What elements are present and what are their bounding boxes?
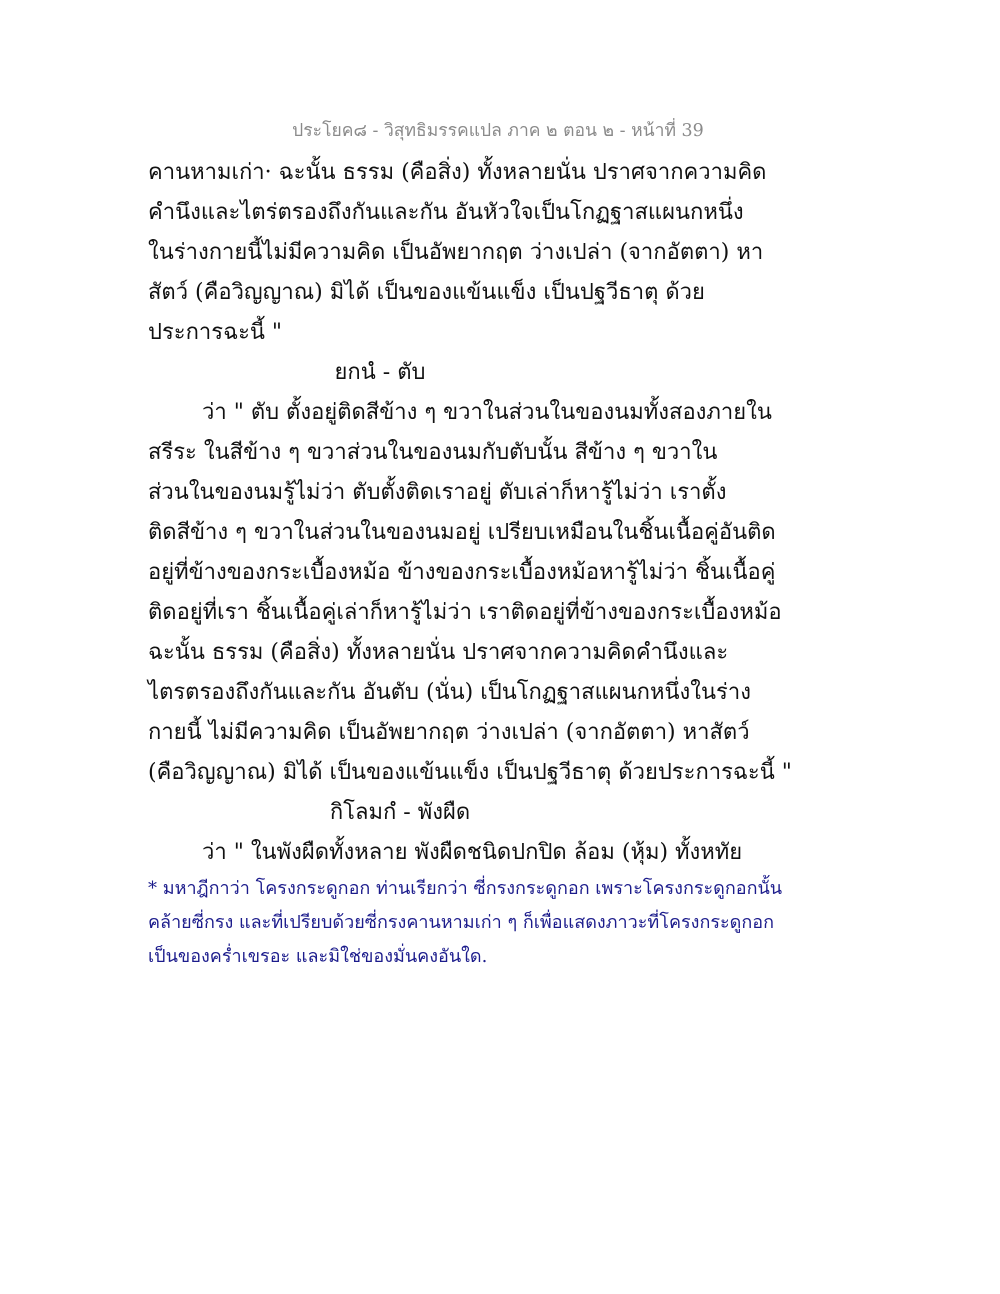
paragraph-1-line-4: สัตว์ (คือวิญญาณ) มิได้ เป็นของแข้นแข็ง เป็นปฐวีธาตุ ด้วย — [148, 280, 705, 305]
running-header — [0, 116, 1000, 144]
running-header-text: ประโยค๘ - วิสุทธิมรรคแปล ภาค ๒ ตอน ๒ - หน้าที่ 39 — [292, 121, 704, 141]
section-heading-membrane-text: กิโลมกํ - พังผืด — [329, 800, 471, 825]
paragraph-2-line-7: ฉะนั้น ธรรม (คือสิ่ง) ทั้งหลายนั่น ปราศจากความคิดคำนึงและ — [148, 640, 729, 665]
paragraph-2-line-9: กายนี้ ไม่มีความคิด เป็นอัพยากฤต ว่างเปล่า (จากอัตตา) หาสัตว์ — [148, 720, 750, 745]
paragraph-1-line-1: คานหามเก่า· ฉะนั้น ธรรม (คือสิ่ง) ทั้งหลายนั่น ปราศจากความคิด — [148, 160, 767, 185]
paragraph-1-line-5: ประการฉะนี้ " — [148, 320, 283, 345]
section-heading-liver — [0, 358, 1000, 388]
section-heading-liver-text: ยกนํ - ตับ — [334, 360, 426, 385]
paragraph-3-line-1: ว่า " ในพังผืดทั้งหลาย พังผืดชนิดปกปิด ล้อม (หุ้ม) ทั้งหทัย — [202, 840, 743, 865]
footnote-line-2: คล้ายซี่กรง และที่เปรียบด้วยซี่กรงคานหามเก่า ๆ ก็เพื่อแสดงภาวะที่โครงกระดูกอก — [148, 912, 774, 933]
paragraph-2-line-4: ติดสีข้าง ๆ ขวาในส่วนในของนมอยู่ เปรียบเหมือนในชิ้นเนื้อคู่อันติด — [148, 520, 776, 545]
paragraph-2-line-6: ติดอยู่ที่เรา ชิ้นเนื้อคู่เล่าก็หารู้ไม่ว่า เราติดอยู่ที่ข้างของกระเบื้องหม้อ — [148, 600, 782, 625]
paragraph-2-line-8: ไตรตรองถึงกันและกัน อันตับ (นั่น) เป็นโกฏฐาสแผนกหนึ่งในร่าง — [148, 680, 751, 705]
paragraph-2-line-2: สรีระ ในสีข้าง ๆ ขวาส่วนในของนมกับตับนั้น สีข้าง ๆ ขวาใน — [148, 440, 718, 465]
paragraph-2-line-5: อยู่ที่ข้างของกระเบื้องหม้อ ข้างของกระเบื้องหม้อหารู้ไม่ว่า ชิ้นเนื้อคู่ — [148, 560, 776, 585]
footnote-line-3: เป็นของคร่ำเขรอะ และมิใช่ของมั่นคงอันใด. — [148, 946, 488, 967]
section-heading-membrane — [0, 798, 1000, 828]
paragraph-1-line-3: ในร่างกายนี้ไม่มีความคิด เป็นอัพยากฤต ว่างเปล่า (จากอัตตา) หา — [148, 240, 764, 265]
paragraph-2-line-3: ส่วนในของนมรู้ไม่ว่า ตับตั้งติดเราอยู่ ตับเล่าก็หารู้ไม่ว่า เราตั้ง — [148, 480, 727, 505]
paragraph-1-line-2: คำนึงและไตร่ตรองถึงกันและกัน อันหัวใจเป็นโกฏฐาสแผนกหนึ่ง — [148, 200, 744, 225]
paragraph-2-line-10: (คือวิญญาณ) มิได้ เป็นของแข้นแข็ง เป็นปฐวีธาตุ ด้วยประการฉะนี้ " — [148, 760, 792, 785]
footnote-line-1: * มหาฎีกาว่า โครงกระดูกอก ท่านเรียกว่า ซี่กรงกระดูกอก เพราะโครงกระดูกอกนั้น — [148, 878, 783, 899]
paragraph-2-line-1: ว่า " ตับ ตั้งอยู่ติดสีข้าง ๆ ขวาในส่วนในของนมทั้งสองภายใน — [202, 400, 772, 425]
